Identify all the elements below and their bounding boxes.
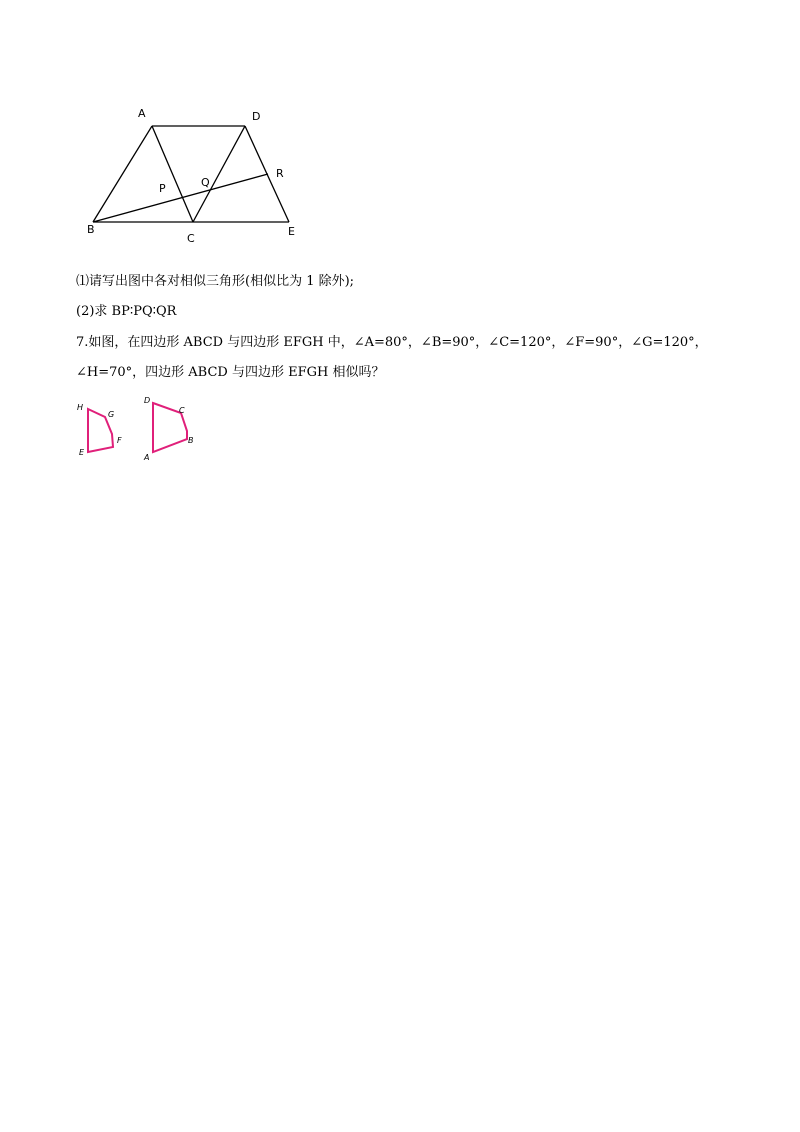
label-E: E [288, 225, 295, 238]
geometry-figures [0, 0, 800, 480]
label-Q: Q [201, 176, 210, 189]
segment-DC [193, 126, 245, 222]
label-G: G [108, 410, 115, 419]
question-1-text: ⑴请写出图中各对相似三角形(相似比为 1 除外); [76, 274, 355, 289]
segment-AC [152, 126, 193, 222]
label-E2: E [79, 448, 85, 457]
problem-7-line-2: ∠H=70°，四边形 ABCD 与四边形 EFGH 相似吗？ [76, 365, 385, 380]
label-C2: C [179, 406, 185, 415]
label-B: B [87, 223, 95, 236]
label-H: H [77, 403, 84, 412]
label-D2: D [144, 396, 151, 405]
label-D: D [252, 110, 261, 123]
trapezoid-figure [93, 126, 289, 222]
label-R: R [276, 167, 284, 180]
label-A2: A [144, 453, 150, 462]
segment-BR [93, 174, 268, 222]
question-2-text: (2)求 BP∶PQ∶QR [76, 304, 177, 319]
label-C: C [187, 232, 195, 245]
label-B2: B [188, 436, 194, 445]
label-P: P [159, 182, 166, 195]
problem-7-line-1: 7.如图，在四边形 ABCD 与四边形 EFGH 中，∠A=80°，∠B=90°，∠C=120°，∠F=90°，∠G=120°， [76, 335, 708, 350]
label-F: F [117, 436, 122, 445]
label-A: A [138, 107, 146, 120]
